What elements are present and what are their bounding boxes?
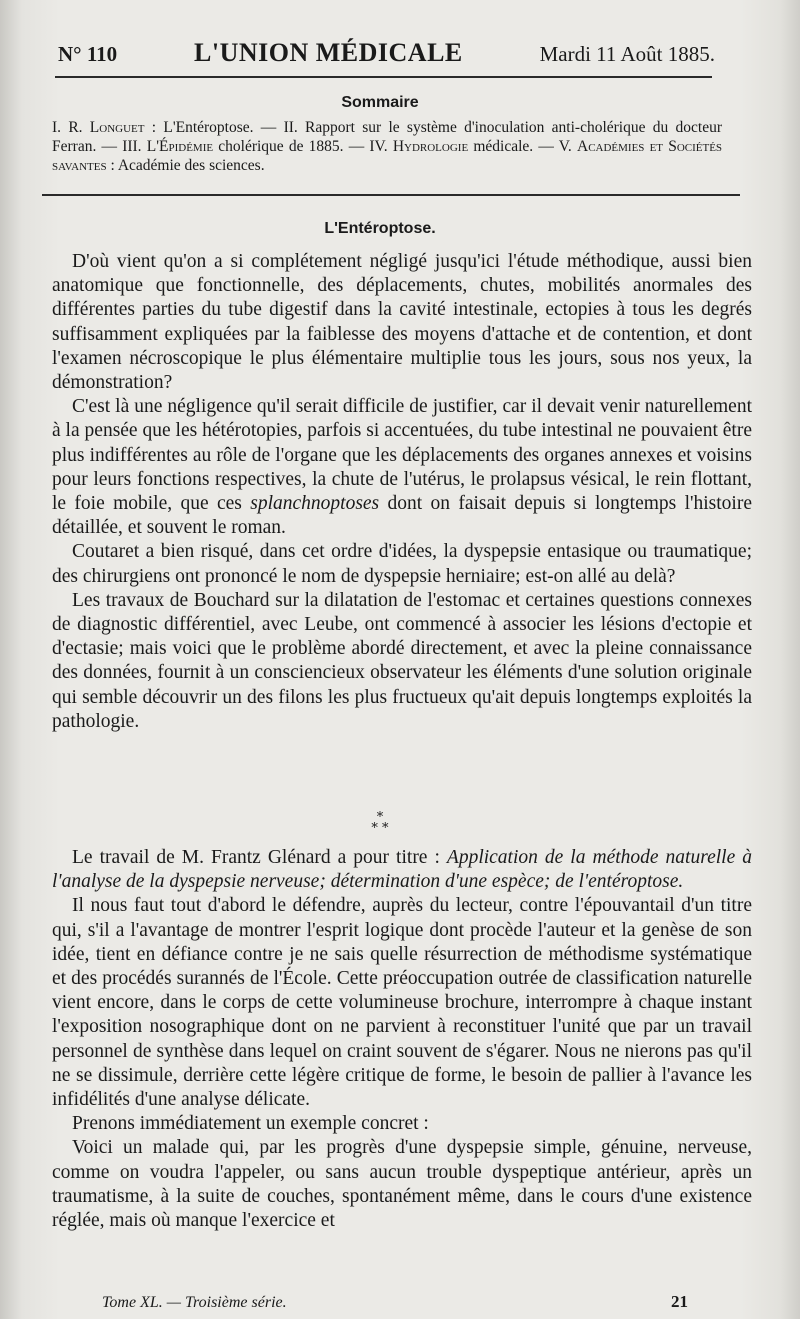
article-block-1 [52,250,752,734]
summary-item-3-head: L'Épidémie [146,138,214,155]
masthead-rule [55,76,712,78]
paragraph-8: Voici un malade qui, par les progrès d'une dyspepsie simple, génuine, nerveuse, comme on voudra l'appeler, ou sans aucun trouble dyspeptique antérieur, après un traumatisme, à la suite de couches, spontanément même, dans le cours d'une existence réglée, mais où manque l'exercice et [52,1137,752,1232]
summary-item-4-number: IV. [369,138,388,155]
paragraph-3: Coutaret a bien risqué, dans cet ordre d'idées, la dyspepsie entasique ou traumatique; des chirurgiens ont prononcé le nom de dyspepsie herniaire; est-on allé au delà? [52,541,752,587]
asterism [0,812,760,834]
summary-item-5-number: V. [558,138,572,155]
section-rule [42,194,740,196]
page-number: 21 [671,1292,688,1311]
issue-date: Mardi 11 Août 1885. [539,42,715,66]
paragraph-5-italic-title: Application de la méthode naturelle à l'analyse de la dyspepsie nerveuse; détermination d'une espèce; de l'entéroptose. [52,847,752,893]
summary-contents [52,118,722,175]
page-footer [102,1292,688,1312]
summary-item-5-head: Académies et Sociétés savantes [52,138,723,174]
volume-info: Tome XL. — Troisième série. [102,1294,287,1311]
summary-item-4-text: médicale. — [468,138,559,155]
paragraph-5-text: Le travail de M. Frantz Glénard a pour titre : [72,847,447,868]
summary-item-3-number: III. [122,138,142,155]
summary-item-3-text: cholérique de 1885. — [213,138,370,155]
article-block-2 [52,846,752,1233]
asterism-bottom: * * [371,821,389,836]
paragraph-6: Il nous faut tout d'abord le défendre, auprès du lecteur, contre l'épouvantail d'un titre qui, s'il a l'avantage de montrer l'esprit logique dont procède l'auteur et la genèse de son idée, tient en défiance contre je ne sais quelle résurrection de méthodisme systématique et des procédés surannés de l'École. Cette préoccupation outrée de classification naturelle vient encore, dans le corps de cette volumineuse brochure, interrompre à chaque instant l'exposition nosographique dont on ne parvient à reconstituer l'unité que par un travail personnel de synthèse dans lequel on craint souvent de s'égarer. Nous ne nierons pas qu'il ne se dissimule, derrière cette légère critique de forme, le besoin de pallier à l'avance les infidélités d'une analyse délicate. [52,895,752,1111]
paragraph-5 [52,846,752,894]
paragraph-2-text-a: C'est là une négligence qu'il serait difficile de justifier, car il devait venir naturellement à la pensée que les hétérotopies, parfois si accentuées, du tube intestinal ne pouvaient être plus indifférentes au rôle de l'organe que les déplacements des organes annexes et voisins pour leurs fonctions respectives, la chute de l'utérus, le prolapsus vésical, le rein flottant, le foie mobile, que ces [52,396,752,515]
summary-item-1-number: I. [52,119,62,136]
issue-number: N° 110 [58,42,118,66]
paragraph-2-italic: splanchnoptoses [250,493,380,515]
masthead [58,38,715,74]
summary-item-4-head: Hydrologie [392,138,469,155]
paragraph-2-text-b: dont on faisait depuis si longtemps l'histoire détaillée, et souvent le roman. [52,493,752,539]
summary-item-2-text: Rapport sur le système d'inoculation anti-cholérique du docteur Ferran. — [52,119,723,155]
summary-item-1-text: : L'Entéroptose. — [144,119,284,136]
paragraph-1: D'où vient qu'on a si complétement négligé jusqu'ici l'étude méthodique, aussi bien anatomique que fonctionnelle, des déplacements, chutes, mobilités anormales des différentes parties du tube digestif dans la cavité intestinale, ectopies à tous les degrés suffisamment expliquées par la faiblesse des moyens d'attache et de contention, et dont l'examen nécroscopique le plus élémentaire multiplie tous les jours, sous nos yeux, la démonstration? [52,251,752,394]
summary-item-5-text: : Académie des sciences. [106,157,265,174]
journal-title: L'UNION MÉDICALE [194,38,463,67]
paragraph-4: Les travaux de Bouchard sur la dilatation de l'estomac et certaines questions connexes de diagnostic différentiel, avec Leube, ont commencé à associer les lésions d'ectopie et d'ectasie; mais voici que le problème abordé directement, et avec la pleine connaissance des données, fournit à un consciencieux observateur les éléments d'une solution originale qui semble découvrir un des filons les plus fructueux qu'ait depuis longtemps exploités la pathologie. [52,589,752,732]
summary-item-1-author: R. Longuet [68,119,145,136]
paragraph-7: Prenons immédiatement un exemple concret : [72,1113,429,1135]
summary-heading: Sommaire [341,94,419,111]
article-title: L'Entéroptose. [324,220,436,237]
summary-item-2-number: II. [283,119,298,136]
paragraph-2 [52,395,752,540]
asterism-top: * [376,810,384,825]
